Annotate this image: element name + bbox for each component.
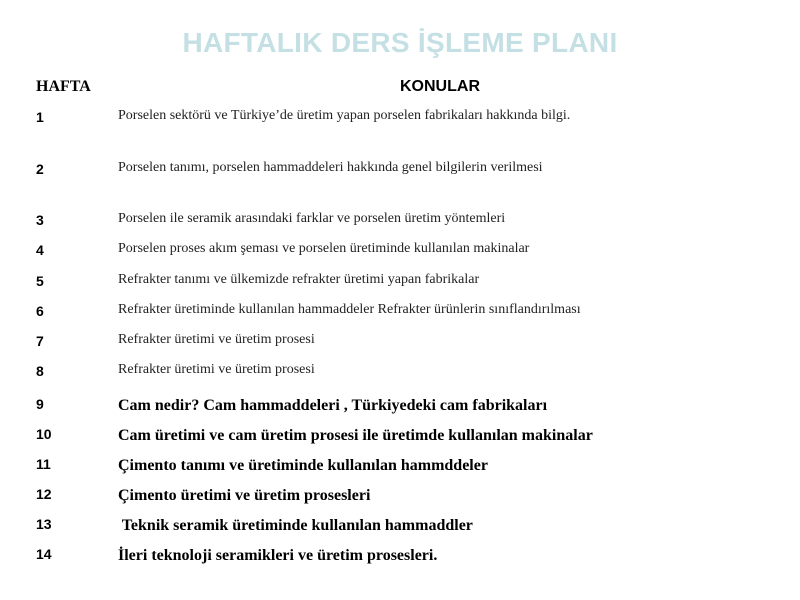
topic-text: Porselen sektörü ve Türkiye’de üretim yapan porselen fabrikaları hakkında bilgi.	[118, 108, 571, 123]
week-number: 10	[36, 426, 52, 442]
topic-text: Çimento tanımı ve üretiminde kullanılan hammddeler	[118, 457, 488, 474]
topic-text: Refrakter tanımı ve ülkemizde refrakter üretimi yapan fabrikalar	[118, 272, 480, 287]
table-row	[0, 333, 800, 357]
week-number: 12	[36, 486, 52, 502]
week-number: 4	[36, 242, 44, 258]
table-row	[0, 363, 800, 387]
week-number: 6	[36, 303, 44, 319]
topic-text: Refrakter üretimi ve üretim prosesi	[118, 332, 315, 347]
table-row	[0, 516, 800, 540]
week-number: 3	[36, 212, 44, 228]
topic-text: Çimento üretimi ve üretim prosesleri	[118, 487, 371, 504]
table-row	[0, 303, 800, 327]
topic-text: İleri teknoloji seramikleri ve üretim prosesleri.	[118, 547, 438, 564]
table-row	[0, 242, 800, 266]
week-number: 7	[36, 333, 44, 349]
table-row	[0, 212, 800, 236]
topic-text: Teknik seramik üretiminde kullanılan hammaddler	[118, 517, 473, 534]
table-row	[0, 456, 800, 480]
topic-text: Porselen ile seramik arasındaki farklar ve porselen üretim yöntemleri	[118, 211, 506, 226]
table-row	[0, 426, 800, 450]
page-title: HAFTALIK DERS İŞLEME PLANI	[182, 27, 618, 58]
week-number: 1	[36, 109, 44, 125]
week-number: 8	[36, 363, 44, 379]
week-number: 13	[36, 516, 52, 532]
table-row	[0, 161, 800, 185]
topic-text: Cam üretimi ve cam üretim prosesi ile üretimde kullanılan makinalar	[118, 427, 593, 444]
topic-text: Cam nedir? Cam hammaddeleri , Türkiyedeki cam fabrikaları	[118, 397, 548, 414]
week-number: 14	[36, 546, 52, 562]
table-row	[0, 109, 800, 133]
week-number: 5	[36, 273, 44, 289]
topics-column-header: KONULAR	[400, 78, 480, 95]
topic-text: Porselen proses akım şeması ve porselen üretiminde kullanılan makinalar	[118, 241, 530, 256]
table-row	[0, 546, 800, 570]
table-row	[0, 396, 800, 420]
week-column-header: HAFTA	[36, 78, 91, 95]
topic-text: Porselen tanımı, porselen hammaddeleri hakkında genel bilgilerin verilmesi	[118, 160, 543, 175]
table-row	[0, 273, 800, 297]
topic-text: Refrakter üretiminde kullanılan hammaddeler Refrakter ürünlerin sınıflandırılması	[118, 302, 581, 317]
week-number: 11	[36, 456, 51, 472]
table-row	[0, 486, 800, 510]
topic-text: Refrakter üretimi ve üretim prosesi	[118, 362, 315, 377]
week-number: 9	[36, 396, 44, 412]
week-number: 2	[36, 161, 44, 177]
